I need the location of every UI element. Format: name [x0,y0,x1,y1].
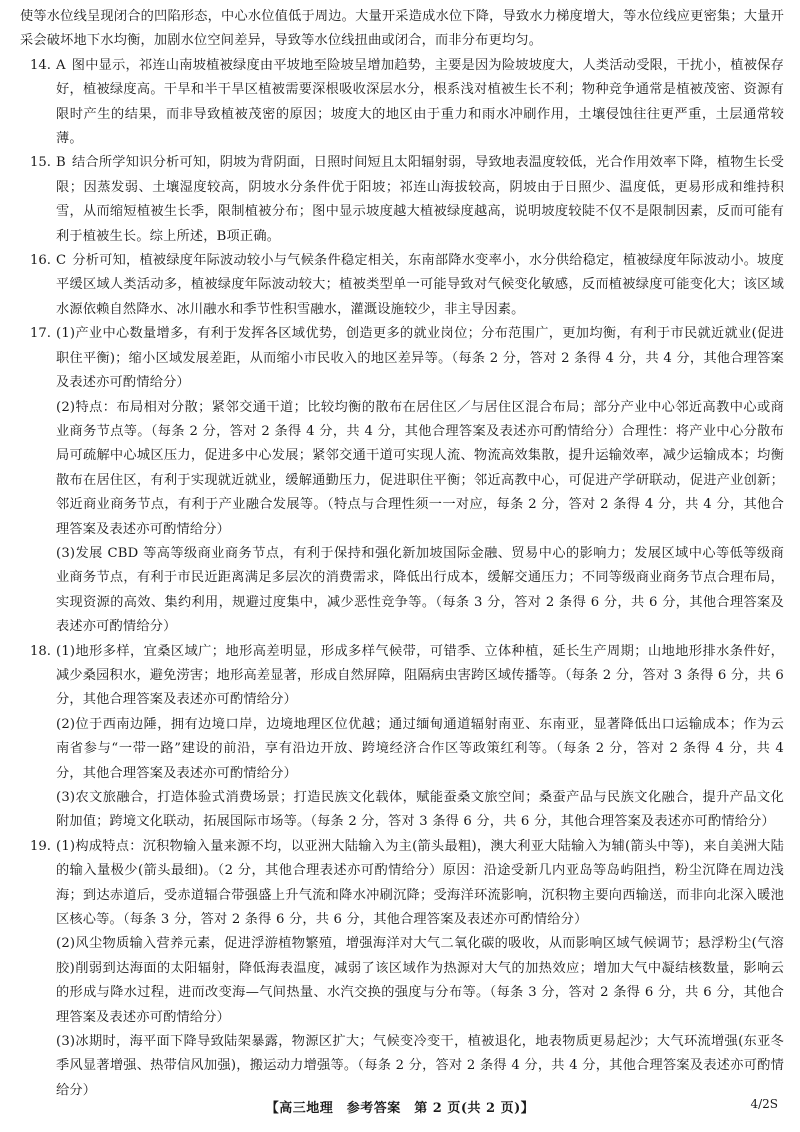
intro-paragraph: 使等水位线呈现闭合的凹陷形态，中心水位值低于周边。大量开采造成水位下降，导致水力梯度增大，等水位线应更密集；大量开采会破坏地下水均衡，加剧水位空间差异，导致等水位线扭曲或闭合，而非分布更均匀。 [20,9,784,49]
answer-explanation: 结合所学知识分析可知，阴坡为背阴面，日照时间短且太阳辐射弱，导致地表温度较低，光合作用效率下降，植物生长受限；因蒸发弱、土壤湿度较高，阴坡水分条件优于阳坡；祁连山海拔较高，阴坡由于日照少、温度低，更易形成和维持积雪，从而缩短植被生长季，限制植被分布；图中显示坡度越大植被绿度越高，说明坡度较陡不仅不是限制因素，反而可能有利于植被生长。综上所述，B项正确。 [56,155,784,244]
question-19 [20,835,784,1103]
question-number: 15. [30,155,51,171]
answer-explanation: 分析可知，植被绿度年际波动较小与气候条件稳定相关，东南部降水变率小，水分供给稳定，植被绿度年际波动小。坡度平缓区域人类活动多，植被绿度年际波动较大；植被类型单一可能导致对气候变化敏感，反而植被绿度可能变化大；该区域水源依赖自然降水、冰川融水和季节性积雪融水，灌溉设施较少，非主导因素。 [56,253,784,317]
question-18 [20,640,784,835]
answer-explanation: 图中显示，祁连山南坡植被绿度由平坡地至险坡呈增加趋势，主要是因为险坡坡度大，人类活动受限，干扰小，植被保存好，植被绿度高。干旱和半干旱区植被需要深根吸收深层水分，根系浅对植被生长不利；物种竞争通常是植被茂密、资源有限时产生的结果，而非导致植被茂密的原因；坡度大的地区由于重力和雨水冲刷作用，土壤侵蚀往往更严重，土层通常较薄。 [56,57,784,147]
question-number: 18. [30,643,51,659]
question-answer [56,249,784,322]
answer-choice: B [56,155,66,171]
answer-choice: C [56,253,67,269]
sub-answer-2: (2)风尘物质输入营养元素，促进浮游植物繁殖，增强海洋对大气二氧化碳的吸收，从而影响区域气候调节；悬浮粉尘(气溶胶)削弱到达海面的太阳辐射，降低海表温度，减弱了该区域作为热源对大气的加热效应；增加大气中凝结核数量，影响云的形成与降水过程，进而改变海—气间热量、水汽交换的强度与分布等。（每条 3 分，答对 2 条得 6 分，共 6 分，其他合理答案及表述亦可酌情给分） [56,936,784,1025]
page-footer [0,1097,800,1117]
question-14 [20,54,784,152]
footer-title: 【高三地理 参考答案 第 2 页(共 2 页)】 [265,1101,535,1116]
question-number: 14. [30,57,51,73]
footer-code: 4/2S [750,1097,778,1111]
sub-answer-3: (3)发展 CBD 等高等级商业商务节点，有利于保持和强化新加坡国际金融、贸易中心的影响力；发展区域中心等低等级商业商务节点，有利于市民近距离满足多层次的消费需求，降低出行成本，缓解交通压力；不同等级商业商务节点合理布局，实现资源的高效、集约利用，规避过度集中，减少恶性竞争等。（每条 3 分，答对 2 条得 6 分，共 6 分，其他合理答案及表述亦可酌情给分） [56,545,784,635]
sub-answer-3: (3)农文旅融合，打造体验式消费场景；打造民族文化载体，赋能蚕桑文旅空间；桑蚕产品与民族文化融合，提升产品文化附加值；跨境文化联动，拓展国际市场等。（每条 2 分，答对 3 条得 6 分，共 6 分，其他合理答案及表述亦可酌情给分） [56,790,784,830]
question-number: 16. [30,253,51,269]
sub-answer-1: (1)地形多样，宜桑区域广；地形高差明显，形成多样气候带，可错季、立体种植，延长生产周期；山地地形排水条件好，减少桑园积水，避免涝害；地形高差显著，形成自然屏障，阻隔病虫害跨区域传播等。（每条 2 分，答对 3 条得 6 分，共 6 分，其他合理答案及表述亦可酌情给分） [56,643,784,708]
answer-content [20,5,784,1103]
sub-answer-3: (3)冰期时，海平面下降导致陆架暴露，物源区扩大；气候变冷变干，植被退化，地表物质更易起沙；大气环流增强(东亚冬季风显著增强、热带信风加强)，搬运动力增强等。（每条 2 分，答对 2 条得 4 分，共 4 分，其他合理答案及表述亦可酌情给分） [56,1034,784,1098]
question-15 [20,151,784,249]
sub-answer-1: (1)构成特点：沉积物输入量来源不均，以亚洲大陆输入为主(箭头最粗)，澳大利亚大陆输入为辅(箭头中等)，来自美洲大陆的输入量极少(箭头最细)。（2 分，其他合理表述亦可酌情给分）原因：沿途受新几内亚岛等岛屿阻挡，粉尘沉降在周边浅海；到达赤道后，受赤道辐合带强盛上升气流和降水冲刷沉降；受海洋环流影响，沉积物主要向西输送，而非向北深入暖池区核心等。（每条 3 分，答对 2 条得 6 分，共 6 分，其他合理答案及表述亦可酌情给分） [56,838,784,928]
sub-answer-2: (2)特点：布局相对分散；紧邻交通干道；比较均衡的散布在居住区／与居住区混合布局；部分产业中心邻近高教中心或商业商务节点等。（每条 2 分，答对 2 条得 4 分，共 4 分，其他合理答案及表述亦可酌情给分）合理性：将产业中心分散布局可疏解中心城区压力，促进多中心发展；紧邻交通干道可实现人流、物流高效集散，提升运输效率，减少运输成本；均衡散布在居住区，有利于实现就近就业，缓解通勤压力，促进职住平衡；邻近高教中心，可促进产学研联动，促进产业创新；邻近商业商务节点，有利于产业融合发展等。（特点与合理性须一一对应，每条 2 分，答对 2 条得 4 分，共 4 分，其他合理答案及表述亦可酌情给分） [56,399,784,537]
question-answer [56,54,784,152]
answer-choice: A [56,57,66,73]
sub-answer-2: (2)位于西南边陲，拥有边境口岸，边境地理区位优越；通过缅甸通道辐射南亚、东南亚，显著降低出口运输成本；作为云南省参与“一带一路”建设的前沿，享有沿边开放、跨境经济合作区等政策红利等。（每条 2 分，答对 2 条得 4 分，共 4 分，其他合理答案及表述亦可酌情给分） [56,716,784,781]
question-number: 19. [30,838,51,854]
question-17 [20,322,784,639]
question-16 [20,249,784,322]
question-number: 17. [30,326,51,342]
question-answer [56,151,784,249]
sub-answer-1: (1)产业中心数量增多，有利于发挥各区域优势，创造更多的就业岗位；分布范围广，更加均衡，有利于市民就近就业(促进职住平衡)；缩小区域发展差距，从而缩小市民收入的地区差异等。（每条 2 分，答对 2 条得 4 分，共 4 分，其他合理答案及表述亦可酌情给分） [56,326,784,391]
